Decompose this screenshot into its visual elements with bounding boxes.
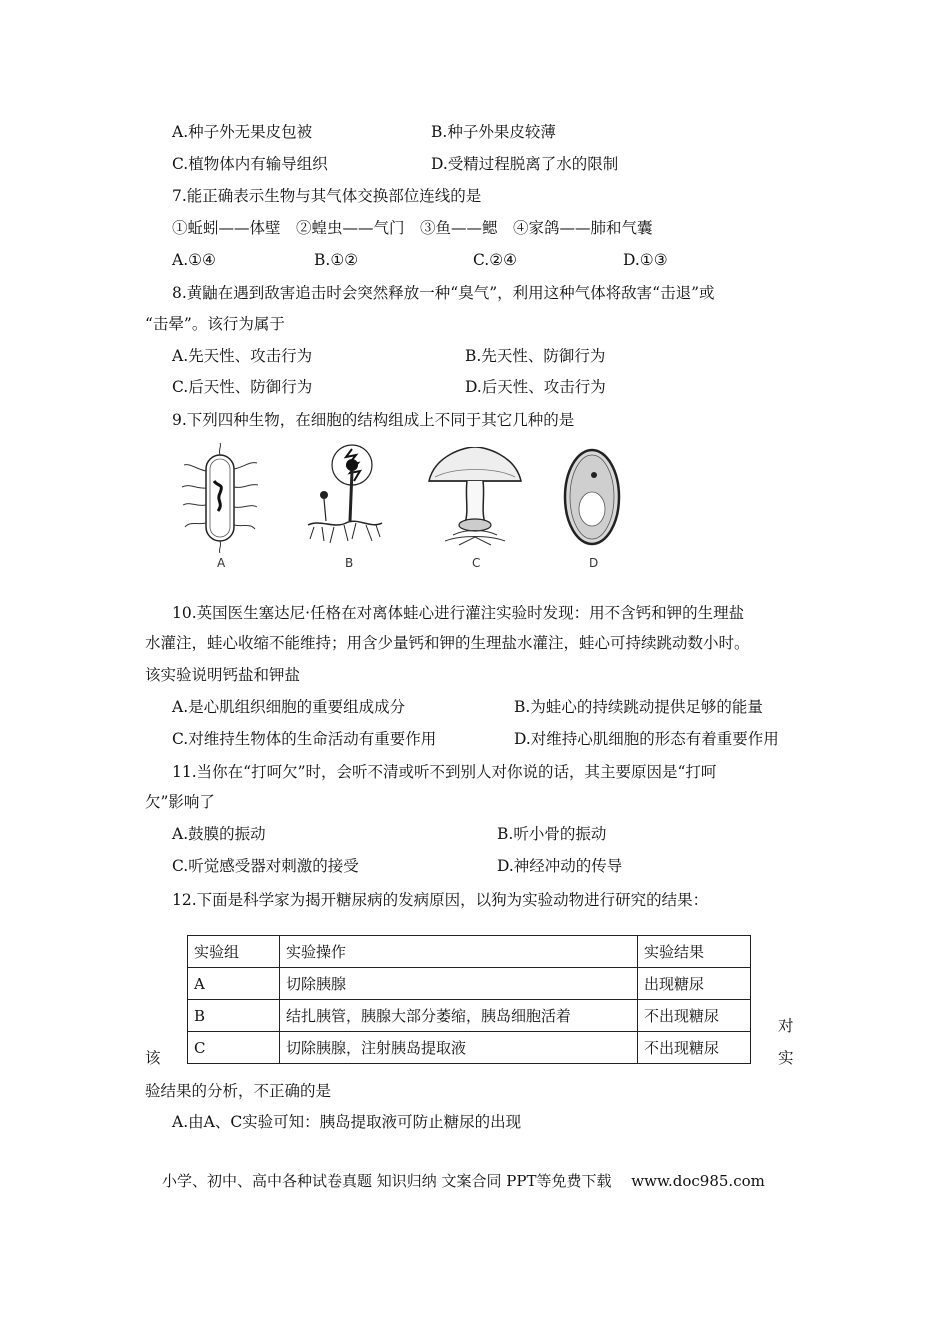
q11-option-d: D.神经冲动的传导 [497, 857, 623, 875]
table-cell: B [188, 1000, 280, 1032]
figure-label-b: B [345, 556, 354, 570]
table-header-row [188, 936, 751, 968]
table-cell: 出现糖尿 [638, 968, 751, 1000]
table-header-cell: 实验结果 [638, 936, 751, 968]
q11-stem-line1: 11.当你在“打呵欠”时，会听不清或听不到别人对你说的话，其主要原因是“打呵 [172, 763, 717, 781]
q12-continuation: 验结果的分析，不正确的是 [145, 1082, 332, 1100]
yeast-cell-figure [562, 447, 622, 547]
mushroom-figure [425, 447, 525, 547]
q10-stem-line3: 该实验说明钙盐和钾盐 [145, 666, 301, 684]
q7-option-a: A.①④ [172, 251, 216, 269]
q8-option-a: A.先天性、攻击行为 [172, 347, 313, 365]
q6-option-d: D.受精过程脱离了水的限制 [431, 155, 619, 173]
table-row [188, 1000, 751, 1032]
bacterium-figure [180, 443, 260, 553]
figure-label-a: A [217, 556, 226, 570]
table-cell: 不出现糖尿 [638, 1032, 751, 1064]
table-cell: 不出现糖尿 [638, 1000, 751, 1032]
table-row [188, 1032, 751, 1064]
table-cell: A [188, 968, 280, 1000]
table-cell: 结扎胰管，胰腺大部分萎缩，胰岛细胞活着 [280, 1000, 638, 1032]
q10-option-b: B.为蛙心的持续跳动提供足够的能量 [514, 698, 763, 716]
mold-figure [300, 443, 385, 548]
table-header-cell: 实验组 [188, 936, 280, 968]
q12-side-text-dui: 对 [778, 1017, 794, 1035]
q8-stem-line2: “击晕”。该行为属于 [145, 315, 285, 333]
table-header-cell: 实验操作 [280, 936, 638, 968]
q12-side-text-shi: 实 [778, 1049, 794, 1067]
q12-stem: 12.下面是科学家为揭开糖尿病的发病原因，以狗为实验动物进行研究的结果： [172, 891, 709, 909]
experiment-table [187, 935, 751, 1064]
q7-option-d: D.①③ [623, 251, 668, 269]
q10-option-d: D.对维持心肌细胞的形态有着重要作用 [514, 730, 779, 748]
q10-option-c: C.对维持生物体的生命活动有重要作用 [172, 730, 437, 748]
q6-option-a: A.种子外无果皮包被 [172, 123, 313, 141]
table-cell: 切除胰腺，注射胰岛提取液 [280, 1032, 638, 1064]
q8-option-c: C.后天性、防御行为 [172, 378, 313, 396]
figure-label-c: C [472, 556, 481, 570]
q7-stem: 7.能正确表示生物与其气体交换部位连线的是 [172, 187, 482, 205]
q7-option-c: C.②④ [473, 251, 518, 269]
q6-option-c: C.植物体内有输导组织 [172, 155, 328, 173]
q6-option-b: B.种子外果皮较薄 [431, 123, 556, 141]
q11-option-c: C.听觉感受器对刺激的接受 [172, 857, 359, 875]
table-row [188, 968, 751, 1000]
q9-stem: 9.下列四种生物，在细胞的结构组成上不同于其它几种的是 [172, 411, 575, 429]
q11-option-a: A.鼓膜的振动 [172, 825, 266, 843]
q8-option-d: D.后天性、攻击行为 [465, 378, 606, 396]
table-cell: 切除胰腺 [280, 968, 638, 1000]
q10-stem-line2: 水灌注，蛙心收缩不能维持；用含少量钙和钾的生理盐水灌注，蛙心可持续跳动数小时。 [145, 634, 750, 652]
q7-items: ①蚯蚓——体壁 ②蝗虫——气门 ③鱼——鳃 ④家鸽——肺和气囊 [172, 219, 653, 237]
table-cell: C [188, 1032, 280, 1064]
figure-label-d: D [589, 556, 599, 570]
q10-stem-line1: 10.英国医生塞达尼·任格在对离体蛙心进行灌注实验时发现：用不含钙和钾的生理盐 [172, 604, 745, 622]
q8-option-b: B.先天性、防御行为 [465, 347, 606, 365]
page-footer: 小学、初中、高中各种试卷真题 知识归纳 文案合同 PPT等免费下载 www.doc985.com [162, 1172, 765, 1190]
q10-option-a: A.是心肌组织细胞的重要组成成分 [172, 698, 406, 716]
q8-stem-line1: 8.黄鼬在遇到敌害追击时会突然释放一种“臭气”，利用这种气体将敌害“击退”或 [172, 284, 715, 302]
q12-option-a: A.由A、C实验可知：胰岛提取液可防止糖尿的出现 [172, 1113, 522, 1131]
q12-side-text-gai: 该 [145, 1049, 161, 1067]
q11-stem-line2: 欠”影响了 [145, 793, 215, 811]
q7-option-b: B.①② [314, 251, 359, 269]
q11-option-b: B.听小骨的振动 [497, 825, 607, 843]
